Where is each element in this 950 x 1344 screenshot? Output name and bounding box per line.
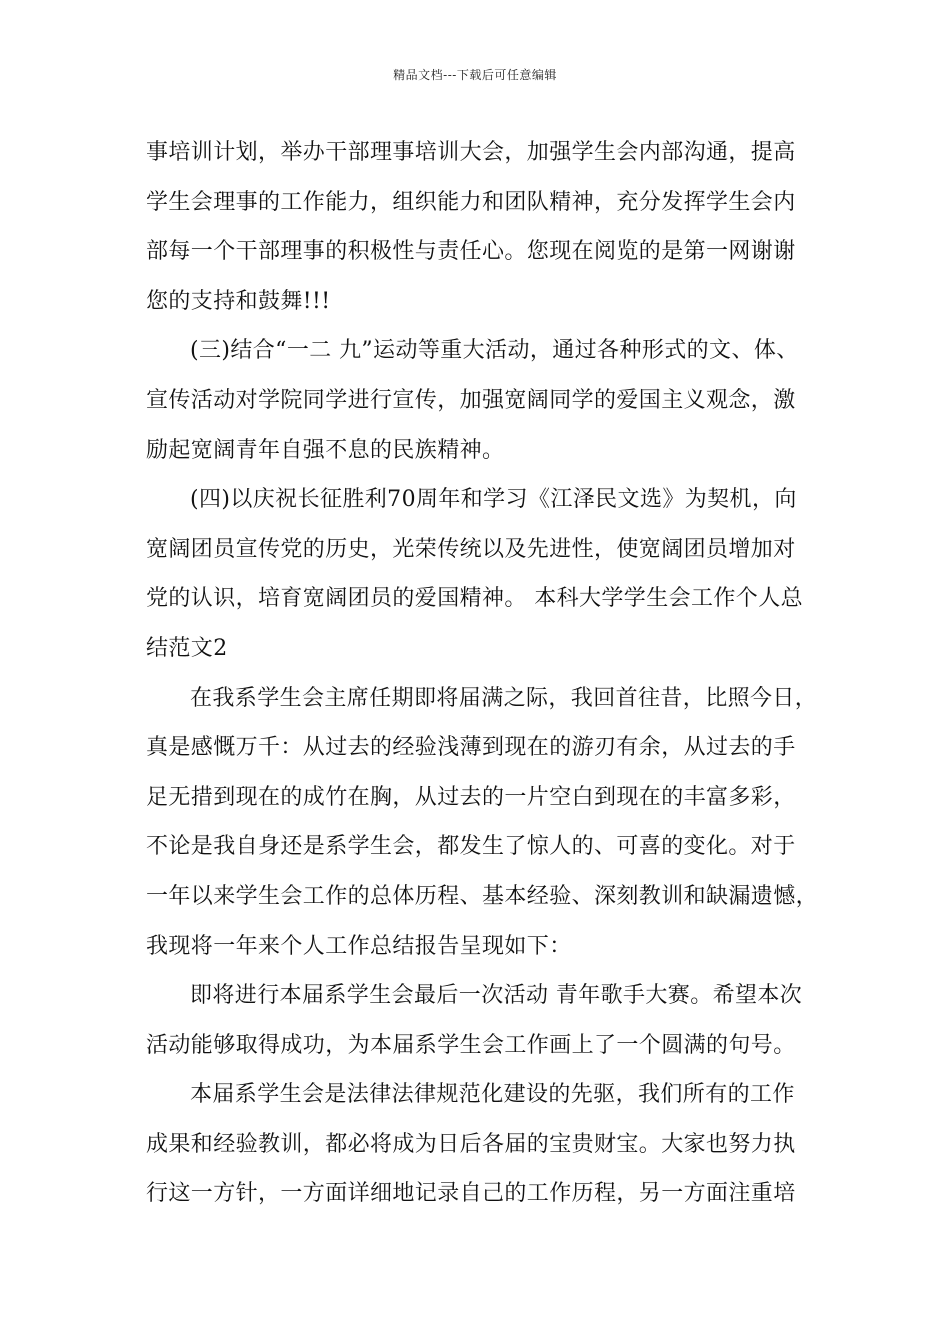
text-line: 不论是我自身还是系学生会，都发生了惊人的、可喜的变化。对于 xyxy=(146,834,796,860)
paragraph-start-line: 本届系学生会是法律法律规范化建设的先驱，我们所有的工作 xyxy=(190,1082,795,1108)
text-line: 成果和经验教训，都必将成为日后各届的宝贵财宝。大家也努力执 xyxy=(146,1131,796,1157)
text-line: 结范文2 xyxy=(146,635,228,661)
text-line: 宽阔团员宣传党的历史，光荣传统以及先进性，使宽阔团员增加对 xyxy=(146,536,796,562)
text-line: 真是感慨万千：从过去的经验浅薄到现在的游刃有余，从过去的手 xyxy=(146,735,796,761)
text-line: 一年以来学生会工作的总体历程、基本经验、深刻教训和缺漏遗憾， xyxy=(146,883,819,909)
paragraph-start-line: (四)以庆祝长征胜利70周年和学习《江泽民文选》为契机，向 xyxy=(190,487,797,513)
text-line: 宣传活动对学院同学进行宣传，加强宽阔同学的爱国主义观念，激 xyxy=(146,387,796,413)
text-line: 事培训计划，举办干部理事培训大会，加强学生会内部沟通，提高 xyxy=(146,140,796,165)
document-body xyxy=(146,128,826,1219)
text-line: 励起宽阔青年自强不息的民族精神。 xyxy=(146,437,505,463)
page-header: 精品文档---下载后可任意编辑 xyxy=(393,68,557,82)
text-line: 学生会理事的工作能力，组织能力和团队精神，充分发挥学生会内 xyxy=(146,189,796,215)
text-line: 足无措到现在的成竹在胸，从过去的一片空白到现在的丰富多彩， xyxy=(146,784,796,810)
text-line: 党的认识，培育宽阔团员的爱国精神。 本科大学学生会工作个人总 xyxy=(146,586,803,612)
text-line: 活动能够取得成功，为本届系学生会工作画上了一个圆满的句号。 xyxy=(146,1032,796,1058)
paragraph-start-line: (三)结合“一二 九”运动等重大活动，通过各种形式的文、体、 xyxy=(190,338,799,364)
text-line: 我现将一年来个人工作总结报告呈现如下： xyxy=(146,933,572,959)
text-line: 部每一个干部理事的积极性与责任心。您现在阅览的是第一网谢谢 xyxy=(146,239,796,265)
text-line: 您的支持和鼓舞!!! xyxy=(146,288,331,314)
paragraph-start-line: 即将进行本届系学生会最后一次活动 青年歌手大赛。希望本次 xyxy=(190,983,803,1009)
paragraph-start-line: 在我系学生会主席任期即将届满之际，我回首往昔，比照今日， xyxy=(190,685,818,711)
text-line: 行这一方针，一方面详细地记录自己的工作历程，另一方面注重培 xyxy=(146,1181,796,1207)
